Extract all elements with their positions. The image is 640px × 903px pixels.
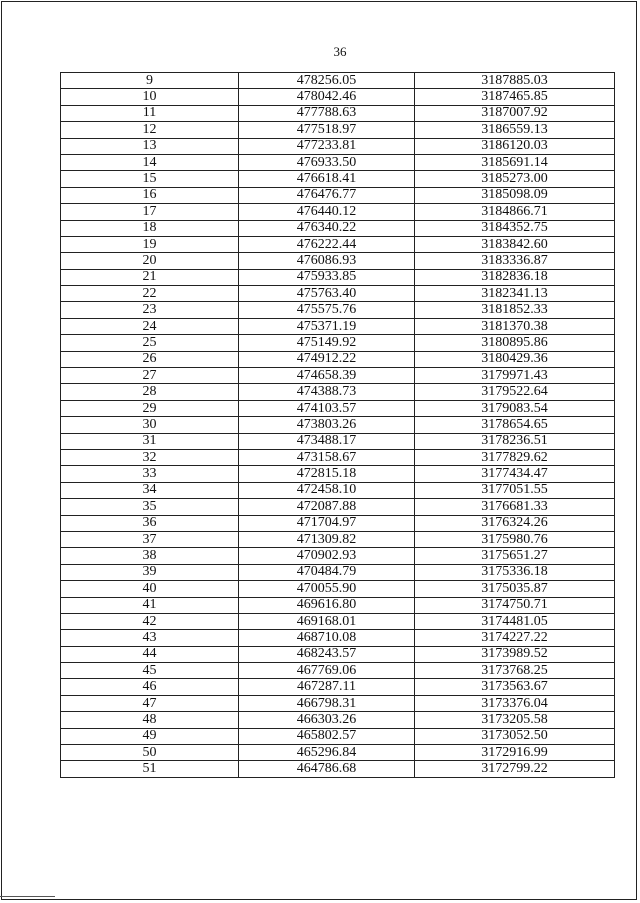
point-number-cell: 34 bbox=[61, 482, 239, 498]
x-coordinate-cell: 476222.44 bbox=[239, 236, 415, 252]
y-coordinate-cell: 3181370.38 bbox=[415, 318, 615, 334]
table-row bbox=[61, 302, 615, 318]
x-coordinate-cell: 476933.50 bbox=[239, 154, 415, 170]
point-number-cell: 27 bbox=[61, 368, 239, 384]
table-row bbox=[61, 89, 615, 105]
y-coordinate-cell: 3185273.00 bbox=[415, 171, 615, 187]
table-row bbox=[61, 712, 615, 728]
table-row bbox=[61, 138, 615, 154]
x-coordinate-cell: 469168.01 bbox=[239, 613, 415, 629]
y-coordinate-cell: 3174750.71 bbox=[415, 597, 615, 613]
y-coordinate-cell: 3175035.87 bbox=[415, 581, 615, 597]
x-coordinate-cell: 467769.06 bbox=[239, 663, 415, 679]
point-number-cell: 25 bbox=[61, 335, 239, 351]
point-number-cell: 24 bbox=[61, 318, 239, 334]
y-coordinate-cell: 3173376.04 bbox=[415, 695, 615, 711]
point-number-cell: 35 bbox=[61, 499, 239, 515]
point-number-cell: 26 bbox=[61, 351, 239, 367]
y-coordinate-cell: 3175651.27 bbox=[415, 548, 615, 564]
x-coordinate-cell: 467287.11 bbox=[239, 679, 415, 695]
point-number-cell: 18 bbox=[61, 220, 239, 236]
x-coordinate-cell: 476340.22 bbox=[239, 220, 415, 236]
point-number-cell: 47 bbox=[61, 695, 239, 711]
x-coordinate-cell: 478256.05 bbox=[239, 73, 415, 89]
point-number-cell: 17 bbox=[61, 204, 239, 220]
point-number-cell: 46 bbox=[61, 679, 239, 695]
table-row bbox=[61, 368, 615, 384]
y-coordinate-cell: 3176681.33 bbox=[415, 499, 615, 515]
coordinate-table bbox=[60, 72, 615, 778]
y-coordinate-cell: 3186120.03 bbox=[415, 138, 615, 154]
x-coordinate-cell: 476440.12 bbox=[239, 204, 415, 220]
y-coordinate-cell: 3173768.25 bbox=[415, 663, 615, 679]
table-row bbox=[61, 335, 615, 351]
table-row bbox=[61, 204, 615, 220]
x-coordinate-cell: 477518.97 bbox=[239, 122, 415, 138]
point-number-cell: 29 bbox=[61, 400, 239, 416]
table-row bbox=[61, 269, 615, 285]
table-row bbox=[61, 400, 615, 416]
x-coordinate-cell: 476086.93 bbox=[239, 253, 415, 269]
point-number-cell: 50 bbox=[61, 745, 239, 761]
table-row bbox=[61, 171, 615, 187]
table-row bbox=[61, 728, 615, 744]
x-coordinate-cell: 471309.82 bbox=[239, 531, 415, 547]
point-number-cell: 22 bbox=[61, 286, 239, 302]
x-coordinate-cell: 476476.77 bbox=[239, 187, 415, 203]
y-coordinate-cell: 3182836.18 bbox=[415, 269, 615, 285]
x-coordinate-cell: 475933.85 bbox=[239, 269, 415, 285]
y-coordinate-cell: 3187007.92 bbox=[415, 105, 615, 121]
y-coordinate-cell: 3179083.54 bbox=[415, 400, 615, 416]
point-number-cell: 49 bbox=[61, 728, 239, 744]
y-coordinate-cell: 3185691.14 bbox=[415, 154, 615, 170]
point-number-cell: 48 bbox=[61, 712, 239, 728]
x-coordinate-cell: 472815.18 bbox=[239, 466, 415, 482]
x-coordinate-cell: 473158.67 bbox=[239, 449, 415, 465]
point-number-cell: 15 bbox=[61, 171, 239, 187]
y-coordinate-cell: 3184866.71 bbox=[415, 204, 615, 220]
x-coordinate-cell: 477233.81 bbox=[239, 138, 415, 154]
y-coordinate-cell: 3187465.85 bbox=[415, 89, 615, 105]
x-coordinate-cell: 464786.68 bbox=[239, 761, 415, 777]
table-row bbox=[61, 318, 615, 334]
point-number-cell: 44 bbox=[61, 646, 239, 662]
table-row bbox=[61, 761, 615, 777]
y-coordinate-cell: 3185098.09 bbox=[415, 187, 615, 203]
y-coordinate-cell: 3174481.05 bbox=[415, 613, 615, 629]
table-body bbox=[61, 73, 615, 778]
table-row bbox=[61, 417, 615, 433]
y-coordinate-cell: 3173563.67 bbox=[415, 679, 615, 695]
table-row bbox=[61, 73, 615, 89]
point-number-cell: 12 bbox=[61, 122, 239, 138]
x-coordinate-cell: 468243.57 bbox=[239, 646, 415, 662]
table-row bbox=[61, 679, 615, 695]
y-coordinate-cell: 3175336.18 bbox=[415, 564, 615, 580]
point-number-cell: 38 bbox=[61, 548, 239, 564]
point-number-cell: 45 bbox=[61, 663, 239, 679]
table-row bbox=[61, 286, 615, 302]
y-coordinate-cell: 3172916.99 bbox=[415, 745, 615, 761]
point-number-cell: 42 bbox=[61, 613, 239, 629]
table-row bbox=[61, 745, 615, 761]
point-number-cell: 31 bbox=[61, 433, 239, 449]
point-number-cell: 32 bbox=[61, 449, 239, 465]
point-number-cell: 28 bbox=[61, 384, 239, 400]
y-coordinate-cell: 3174227.22 bbox=[415, 630, 615, 646]
table-row bbox=[61, 433, 615, 449]
y-coordinate-cell: 3180895.86 bbox=[415, 335, 615, 351]
x-coordinate-cell: 469616.80 bbox=[239, 597, 415, 613]
y-coordinate-cell: 3187885.03 bbox=[415, 73, 615, 89]
y-coordinate-cell: 3184352.75 bbox=[415, 220, 615, 236]
x-coordinate-cell: 472087.88 bbox=[239, 499, 415, 515]
x-coordinate-cell: 474658.39 bbox=[239, 368, 415, 384]
point-number-cell: 9 bbox=[61, 73, 239, 89]
point-number-cell: 37 bbox=[61, 531, 239, 547]
table-row bbox=[61, 581, 615, 597]
x-coordinate-cell: 474388.73 bbox=[239, 384, 415, 400]
y-coordinate-cell: 3178236.51 bbox=[415, 433, 615, 449]
table-row bbox=[61, 253, 615, 269]
y-coordinate-cell: 3179522.64 bbox=[415, 384, 615, 400]
table-row bbox=[61, 548, 615, 564]
y-coordinate-cell: 3178654.65 bbox=[415, 417, 615, 433]
x-coordinate-cell: 474103.57 bbox=[239, 400, 415, 416]
y-coordinate-cell: 3183336.87 bbox=[415, 253, 615, 269]
table-row bbox=[61, 499, 615, 515]
table-row bbox=[61, 187, 615, 203]
x-coordinate-cell: 474912.22 bbox=[239, 351, 415, 367]
y-coordinate-cell: 3172799.22 bbox=[415, 761, 615, 777]
x-coordinate-cell: 472458.10 bbox=[239, 482, 415, 498]
point-number-cell: 11 bbox=[61, 105, 239, 121]
y-coordinate-cell: 3183842.60 bbox=[415, 236, 615, 252]
table-row bbox=[61, 646, 615, 662]
x-coordinate-cell: 466303.26 bbox=[239, 712, 415, 728]
x-coordinate-cell: 473803.26 bbox=[239, 417, 415, 433]
table-row bbox=[61, 105, 615, 121]
x-coordinate-cell: 475149.92 bbox=[239, 335, 415, 351]
y-coordinate-cell: 3177829.62 bbox=[415, 449, 615, 465]
x-coordinate-cell: 465296.84 bbox=[239, 745, 415, 761]
x-coordinate-cell: 475575.76 bbox=[239, 302, 415, 318]
point-number-cell: 40 bbox=[61, 581, 239, 597]
point-number-cell: 30 bbox=[61, 417, 239, 433]
table-row bbox=[61, 695, 615, 711]
x-coordinate-cell: 476618.41 bbox=[239, 171, 415, 187]
x-coordinate-cell: 468710.08 bbox=[239, 630, 415, 646]
table-row bbox=[61, 630, 615, 646]
x-coordinate-cell: 475763.40 bbox=[239, 286, 415, 302]
y-coordinate-cell: 3180429.36 bbox=[415, 351, 615, 367]
x-coordinate-cell: 465802.57 bbox=[239, 728, 415, 744]
table-row bbox=[61, 351, 615, 367]
y-coordinate-cell: 3182341.13 bbox=[415, 286, 615, 302]
table-row bbox=[61, 663, 615, 679]
x-coordinate-cell: 466798.31 bbox=[239, 695, 415, 711]
table-row bbox=[61, 154, 615, 170]
point-number-cell: 21 bbox=[61, 269, 239, 285]
point-number-cell: 23 bbox=[61, 302, 239, 318]
table-row bbox=[61, 597, 615, 613]
x-coordinate-cell: 470902.93 bbox=[239, 548, 415, 564]
x-coordinate-cell: 471704.97 bbox=[239, 515, 415, 531]
point-number-cell: 39 bbox=[61, 564, 239, 580]
y-coordinate-cell: 3175980.76 bbox=[415, 531, 615, 547]
y-coordinate-cell: 3186559.13 bbox=[415, 122, 615, 138]
y-coordinate-cell: 3177051.55 bbox=[415, 482, 615, 498]
table-row bbox=[61, 466, 615, 482]
y-coordinate-cell: 3173989.52 bbox=[415, 646, 615, 662]
table-row bbox=[61, 236, 615, 252]
point-number-cell: 36 bbox=[61, 515, 239, 531]
table-row bbox=[61, 482, 615, 498]
table-row bbox=[61, 449, 615, 465]
y-coordinate-cell: 3173052.50 bbox=[415, 728, 615, 744]
y-coordinate-cell: 3173205.58 bbox=[415, 712, 615, 728]
point-number-cell: 20 bbox=[61, 253, 239, 269]
point-number-cell: 19 bbox=[61, 236, 239, 252]
point-number-cell: 13 bbox=[61, 138, 239, 154]
table-row bbox=[61, 613, 615, 629]
page-number: 36 bbox=[333, 44, 347, 59]
bottom-scan-mark bbox=[0, 896, 55, 897]
point-number-cell: 43 bbox=[61, 630, 239, 646]
point-number-cell: 51 bbox=[61, 761, 239, 777]
table-row bbox=[61, 531, 615, 547]
point-number-cell: 14 bbox=[61, 154, 239, 170]
table-row bbox=[61, 384, 615, 400]
y-coordinate-cell: 3177434.47 bbox=[415, 466, 615, 482]
table-row bbox=[61, 220, 615, 236]
point-number-cell: 33 bbox=[61, 466, 239, 482]
x-coordinate-cell: 473488.17 bbox=[239, 433, 415, 449]
x-coordinate-cell: 470055.90 bbox=[239, 581, 415, 597]
y-coordinate-cell: 3181852.33 bbox=[415, 302, 615, 318]
table-row bbox=[61, 515, 615, 531]
x-coordinate-cell: 477788.63 bbox=[239, 105, 415, 121]
x-coordinate-cell: 478042.46 bbox=[239, 89, 415, 105]
table-row bbox=[61, 564, 615, 580]
x-coordinate-cell: 475371.19 bbox=[239, 318, 415, 334]
point-number-cell: 16 bbox=[61, 187, 239, 203]
x-coordinate-cell: 470484.79 bbox=[239, 564, 415, 580]
point-number-cell: 10 bbox=[61, 89, 239, 105]
table-row bbox=[61, 122, 615, 138]
point-number-cell: 41 bbox=[61, 597, 239, 613]
y-coordinate-cell: 3179971.43 bbox=[415, 368, 615, 384]
y-coordinate-cell: 3176324.26 bbox=[415, 515, 615, 531]
